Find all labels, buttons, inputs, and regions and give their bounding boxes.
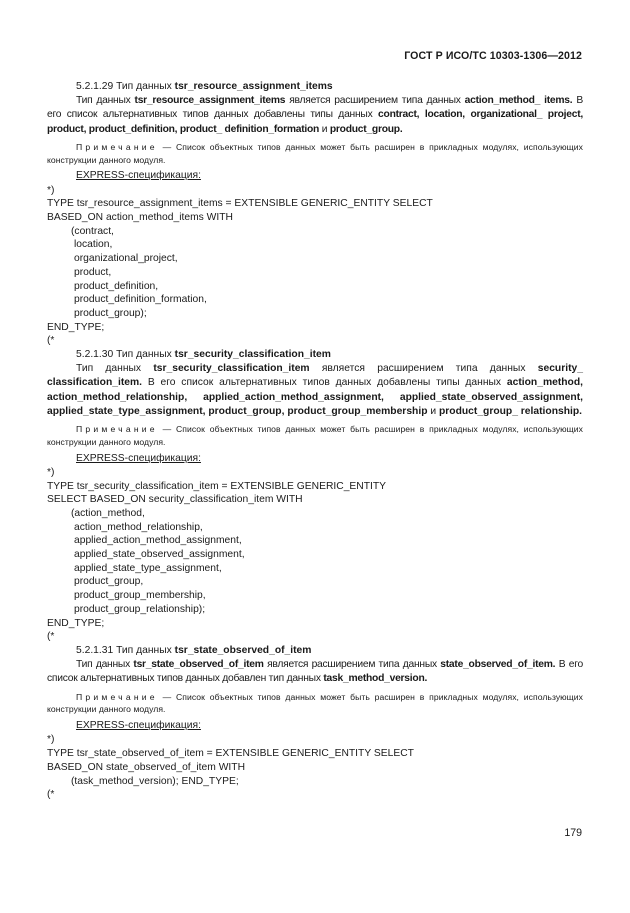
section-type-label: Тип данных bbox=[116, 349, 172, 361]
comment-start: (* bbox=[47, 631, 55, 643]
code-item: applied_state_type_assignment, bbox=[74, 562, 222, 574]
section-number: 5.2.1.29 bbox=[76, 81, 114, 92]
document-header-code: ГОСТ Р ИСО/ТС 10303-1306—2012 bbox=[404, 50, 582, 62]
section-type-label: Тип данных bbox=[116, 81, 172, 92]
section-description: Тип данных tsr_state_observed_of_item является расширением типа данных state_observed_of_item. В его список альтернативных типов данных добавлен тип данных task_method_version. bbox=[47, 659, 583, 685]
code-item: action_method_relationship, bbox=[74, 521, 203, 533]
code-item: (task_method_version); END_TYPE; bbox=[71, 775, 239, 787]
code-item: (action_method, bbox=[71, 507, 145, 519]
note-paragraph: Примечание — Список объектных типов данных может быть расширен в прикладных модулях, использующих конструкции данного модуля. bbox=[47, 424, 583, 447]
code-item: product, bbox=[74, 266, 112, 278]
code-item: product_group_membership, bbox=[74, 590, 206, 602]
comment-end: *) bbox=[47, 466, 55, 478]
express-spec-label: EXPRESS-спецификация: bbox=[76, 452, 201, 464]
section-description: Тип данных tsr_security_classification_item является расширением типа данных security_ classification_item. В его список альтернативных типов данных добавлены типы данных action_method, action_method_relationship, applied_action_method_assignment, applied_state_observed_assignment, applied_state_type_assignment, product_group, product_group_membership и product_group_ relationship. bbox=[47, 363, 583, 417]
code-item: organizational_project, bbox=[74, 253, 178, 265]
section-description: Тип данных tsr_resource_assignment_items является расширением типа данных action_method_ items. В его список альтернативных типов данных добавлены типы данных contract, location, organizational_ project, product, product_definition, product_ definition_formation и product_group. bbox=[47, 95, 583, 135]
code-item: (contract, bbox=[71, 225, 114, 237]
code-line: SELECT BASED_ON security_classification_item WITH bbox=[47, 494, 303, 506]
code-item: product_definition_formation, bbox=[74, 294, 207, 306]
code-item: applied_action_method_assignment, bbox=[74, 535, 242, 547]
code-item: product_group); bbox=[74, 307, 147, 319]
document-body bbox=[47, 80, 583, 802]
section-type-name: tsr_resource_assignment_items bbox=[174, 81, 333, 92]
code-item: product_group, bbox=[74, 576, 144, 588]
code-item: product_definition, bbox=[74, 280, 159, 292]
page-number: 179 bbox=[564, 827, 582, 839]
section-type-name: tsr_security_classification_item bbox=[174, 349, 331, 361]
express-code-block bbox=[47, 184, 583, 348]
section-type-name: tsr_state_observed_of_item bbox=[174, 645, 312, 656]
code-line: BASED_ON action_method_items WITH bbox=[47, 212, 233, 224]
code-line: TYPE tsr_security_classification_item = EXTENSIBLE GENERIC_ENTITY bbox=[47, 480, 387, 492]
code-line: TYPE tsr_resource_assignment_items = EXTENSIBLE GENERIC_ENTITY SELECT bbox=[47, 198, 433, 210]
comment-end: *) bbox=[47, 734, 55, 746]
section-heading-5-2-1-31 bbox=[47, 644, 583, 658]
section-type-label: Тип данных bbox=[116, 645, 172, 656]
note-paragraph: Примечание — Список объектных типов данных может быть расширен в прикладных модулях, использующих конструкции данного модуля. bbox=[47, 141, 583, 165]
code-end-type: END_TYPE; bbox=[47, 617, 105, 629]
express-code-block bbox=[47, 733, 583, 802]
note-paragraph: Примечание — Список объектных типов данных может быть расширен в прикладных модулях, использующих конструкции данного модуля. bbox=[47, 691, 583, 715]
express-code-block bbox=[47, 466, 583, 644]
section-heading-5-2-1-30 bbox=[47, 348, 583, 362]
comment-start: (* bbox=[47, 335, 55, 347]
section-number: 5.2.1.31 bbox=[76, 645, 114, 656]
code-line: TYPE tsr_state_observed_of_item = EXTENSIBLE GENERIC_ENTITY SELECT bbox=[47, 748, 414, 760]
express-spec-label: EXPRESS-спецификация: bbox=[76, 720, 201, 732]
code-item: applied_state_observed_assignment, bbox=[74, 549, 245, 561]
code-end-type: END_TYPE; bbox=[47, 321, 105, 333]
code-item: location, bbox=[74, 239, 113, 251]
section-number: 5.2.1.30 bbox=[76, 349, 114, 361]
comment-start: (* bbox=[47, 789, 55, 801]
code-line: BASED_ON state_observed_of_item WITH bbox=[47, 761, 246, 773]
code-item: product_group_relationship); bbox=[74, 603, 206, 615]
express-spec-label: EXPRESS-спецификация: bbox=[76, 170, 201, 182]
section-heading-5-2-1-29 bbox=[47, 80, 583, 94]
comment-end: *) bbox=[47, 184, 55, 196]
